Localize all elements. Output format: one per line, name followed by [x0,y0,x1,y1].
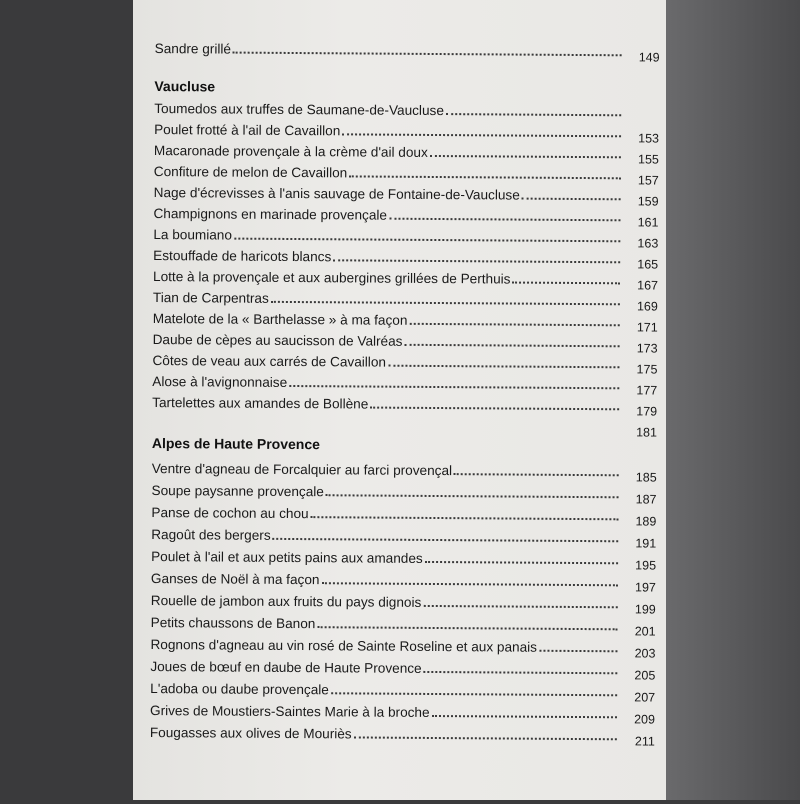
toc-entry-page: 191 [620,536,656,550]
dot-leader [354,726,617,740]
toc-entry-page: 171 [622,320,658,334]
dot-leader [454,463,619,476]
dot-leader [432,705,618,718]
dot-leader [423,595,618,608]
dot-leader [370,397,619,411]
toc-entry [150,676,655,700]
toc-entry [154,159,659,183]
dot-leader [430,145,621,158]
toc-entry-title: Ragoût des bergers [151,527,271,543]
dot-leader [512,272,620,285]
toc-entry-page: 207 [619,690,655,704]
toc-entry [152,369,657,393]
toc-entry-page: 155 [623,152,659,166]
toc-entry-title: Daube de cèpes au saucisson de Valréas [153,332,403,349]
toc-entry [152,411,657,435]
toc-entry-title: Champignons en marinade provençale [153,206,387,223]
table-of-contents [144,0,660,804]
toc-entry-page: 157 [623,173,659,187]
toc-entry-title: Matelote de la « Barthelasse » à ma façon [153,311,408,328]
dot-leader [271,291,620,305]
toc-entry-title: Confiture de melon de Cavaillon [154,164,348,180]
toc-entry-page: 179 [621,404,657,418]
dot-leader [404,334,619,348]
section-heading: Vaucluse [154,78,215,94]
dot-leader [409,313,619,326]
dot-leader [311,506,619,520]
toc-entry-page: 177 [621,383,657,397]
toc-entry-title: Alose à l'avignonnaise [152,374,287,390]
toc-entry-title: Ganses de Noël à ma façon [151,571,320,587]
toc-entry-page: 189 [620,514,656,528]
dot-leader [424,661,618,674]
toc-entry-page: 175 [621,362,657,376]
toc-entry [150,632,655,656]
toc-entry-page: 181 [621,425,657,439]
toc-entry [150,654,655,678]
toc-entry [153,243,658,267]
toc-entry [152,478,657,502]
dot-leader [331,682,617,696]
dot-leader [388,355,620,369]
toc-entry-title: Lotte à la provençale et aux aubergines grillées de Perthuis [153,269,511,286]
toc-entry-title: Fougasses aux olives de Mouriès [150,725,352,741]
toc-entry-title: Toumedos aux truffes de Saumane-de-Vaucluse [154,101,444,118]
toc-entry-title: Petits chaussons de Banon [151,615,316,631]
toc-entry [152,456,657,480]
dot-leader [289,375,619,389]
dot-leader [321,572,618,586]
section-heading: Alpes de Haute Provence [152,435,320,452]
toc-entry-page: 209 [619,712,655,726]
toc-entry-page: 187 [620,492,656,506]
toc-entry-title: La boumiano [153,227,232,243]
toc-entry [153,222,658,246]
toc-entry-title: Soupe paysanne provençale [152,483,324,499]
toc-entry [151,610,656,634]
toc-entry-title: Nage d'écrevisses à l'anis sauvage de Fontaine-de-Vaucluse [154,185,520,203]
toc-entry [154,180,659,204]
toc-entry [153,201,658,225]
toc-entry [154,117,659,141]
toc-entry-title: Tartelettes aux amandes de Bollène [152,395,368,412]
dot-leader [539,640,618,653]
toc-entry-title: Poulet à l'ail et aux petits pains aux amandes [151,549,423,566]
toc-entry-title: Estouffade de haricots blancs [153,248,331,264]
toc-entry-title: Macaronade provençale à la crème d'ail doux [154,143,428,160]
toc-entry [154,96,659,120]
dot-leader [234,228,620,243]
toc-entry [152,348,657,372]
toc-entry-page: 161 [622,215,658,229]
toc-entry-title: Côtes de veau aux carrés de Cavaillon [152,353,386,370]
dot-leader [349,165,621,179]
dot-leader [389,208,621,222]
toc-entry [152,390,657,414]
dot-leader [326,484,619,498]
toc-entry-page: 199 [620,602,656,616]
toc-entry-page: 185 [621,470,657,484]
toc-entry [150,698,655,722]
toc-entry [153,285,658,309]
toc-entry-page: 159 [623,194,659,208]
dot-leader [273,528,619,542]
dot-leader [446,103,621,116]
toc-entry [153,306,658,330]
toc-entry-title: Grives de Moustiers-Saintes Marie à la broche [150,703,430,720]
toc-entry-title: Sandre grillé [155,41,231,57]
toc-entry [151,522,656,546]
toc-entry [150,720,655,744]
toc-entry-page: 201 [620,624,656,638]
toc-entry-page: 203 [619,646,655,660]
toc-entry-title: L'adoba ou daube provençale [150,681,329,697]
dot-leader [317,616,617,630]
dot-leader [333,249,620,263]
toc-entry-title: Poulet frotté à l'ail de Cavaillon [154,122,340,138]
dot-leader [522,188,621,201]
toc-entry-title: Rouelle de jambon aux fruits du pays dignois [151,593,422,610]
toc-entry [151,544,656,568]
toc-entry-title: Tian de Carpentras [153,290,269,306]
toc-entry-page: 153 [623,131,659,145]
toc-entry-title: Joues de bœuf en daube de Haute Provence [150,659,421,676]
toc-entry-page: 149 [624,50,660,64]
toc-entry-page: 195 [620,558,656,572]
toc-entry-page: 211 [619,734,655,748]
toc-entry [151,566,656,590]
toc-entry [155,36,660,60]
dot-leader [342,123,621,137]
toc-entry-page: 197 [620,580,656,594]
toc-entry-page: 173 [622,341,658,355]
dot-leader [425,551,618,564]
toc-entry [153,327,658,351]
toc-entry-page: 163 [622,236,658,250]
toc-entry-title: Rognons d'agneau au vin rosé de Sainte Roseline et aux panais [150,637,537,655]
toc-entry [151,588,656,612]
toc-entry [153,264,658,288]
toc-entry-page: 205 [619,668,655,682]
toc-entry-page: 167 [622,278,658,292]
toc-entry [154,138,659,162]
toc-entry-page: 165 [622,257,658,271]
toc-entry [151,500,656,524]
toc-entry-page: 169 [622,299,658,313]
toc-entry-title: Panse de cochon au chou [151,505,308,521]
toc-entry-title: Ventre d'agneau de Forcalquier au farci provençal [152,461,452,478]
dot-leader [233,42,622,57]
page-edge-shadow [666,0,800,800]
